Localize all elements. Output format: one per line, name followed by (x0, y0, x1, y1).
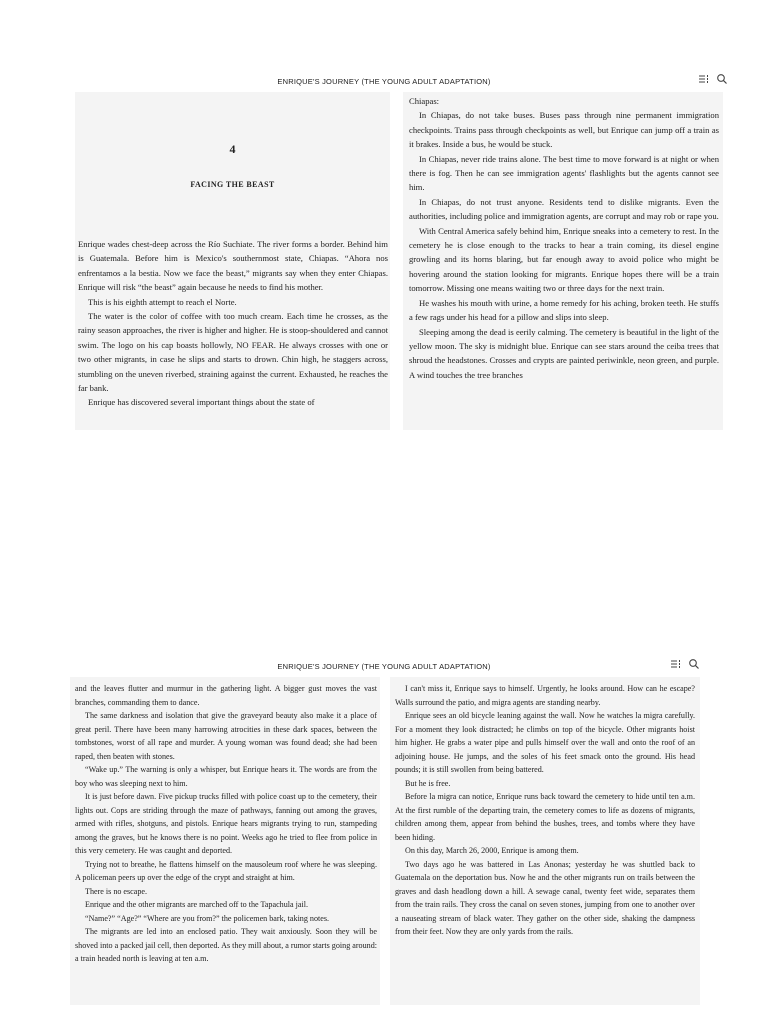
right-page (403, 92, 723, 430)
header-icons (670, 658, 700, 670)
left-page (75, 92, 390, 430)
body-text (75, 682, 377, 966)
paragraph: The same darkness and isolation that give the graveyard beauty also make it a place of great peril. There have been many harrowing atrocities in these dark spaces, between the tombstones, worst of all rape and murder. A young woman was found dead; she had been raped, then beaten with stones. (75, 711, 377, 761)
book-spread-2 (0, 655, 768, 1005)
toc-icon[interactable] (698, 73, 710, 85)
paragraph: Sleeping among the dead is eerily calming. The cemetery is beautiful in the light of the yellow moon. The sky is midnight blue. Enrique can see stars around the ceiba trees that shroud the headstones. Crosses and crypts are painted periwinkle, neon green, and purple. A wind touches the tree branches (409, 326, 719, 380)
paragraph: Trying not to breathe, he flattens himself on the mausoleum roof where he was sleeping. A policeman peers up over the edge of the crypt and straight at him. (75, 859, 377, 882)
paragraph: But he is free. (405, 778, 451, 788)
search-icon[interactable] (688, 658, 700, 670)
paragraph: Enrique wades chest-deep across the Río Suchiate. The river forms a border. Behind him is Guatemala. Before him is Mexico's southernmost state, Chiapas. “Ahora nos enfrentamos a la bestia. Now we face the beast,” migrants say when they enter Chiapas. Enrique will risk “the beast” again because he needs to find his mother. (78, 239, 388, 293)
paragraph: “Name?” “Age?” “Where are you from?” the policemen bark, taking notes. (85, 913, 330, 923)
paragraph: Two days ago he was battered in Las Anonas; yesterday he was shuttled back to Guatemala on the deportation bus. Now he and the other migrants run on trails between the graves and dash headlong down a hill. A sewage canal, twenty feet wide, separates them from the train rails. They cross the canal on seven stones, jumping from one to another over a nauseating stream of black water. They gather on the other side, shaking the dampness from their feet. Now they are only yards from the rails. (395, 859, 695, 936)
paragraph: On this day, March 26, 2000, Enrique is among them. (405, 846, 579, 855)
paragraph: Enrique and the other migrants are marched off to the Tapachula jail. (85, 900, 308, 909)
paragraph: Before la migra can notice, Enrique runs back toward the cemetery to hide until ten a.m. At the first rumble of the departing train, the cemetery comes to life as dozens of migrants, children among them, appear from behind the bushes, trees, and tombs where they have been hiding. (395, 792, 695, 842)
paragraph: In Chiapas, never ride trains alone. The best time to move forward is at night or when there is fog. Then he can see immigration agents' flashlights but the agents cannot see him. (409, 153, 719, 193)
paragraph: In Chiapas, do not take buses. Buses pass through nine permanent immigration checkpoints. Trains pass through checkpoints as well, but Enrique can jump off a train as it brakes. Inside a bus, he would be stuck. (409, 110, 719, 150)
book-title-header: ENRIQUE'S JOURNEY (THE YOUNG ADULT ADAPTATION) (277, 662, 491, 671)
paragraph: In Chiapas, do not trust anyone. Residents tend to dislike migrants. Even the authorities, including police and immigration agents, are corrupt and may rob or rape you. (409, 196, 719, 222)
paragraph: It is just before dawn. Five pickup trucks filled with police coast up to the cemetery, their lights out. Cops are striding through the maze of pathways, fanning out among the graves, armed with rifles, shotguns, and pistols. Enrique hears migrants trying to run, stampeding among the graves, but he knows there is no point. Weeks ago he tried to flee from police in this very cemetery. He was caught and deported. (75, 792, 377, 855)
body-text (395, 682, 695, 939)
search-icon[interactable] (716, 73, 728, 85)
header-icons (698, 73, 728, 85)
page-header (0, 70, 768, 92)
chapter-number: 4 (229, 142, 236, 156)
chapter-title: FACING THE BEAST (190, 180, 275, 189)
paragraph: Chiapas: (409, 96, 440, 106)
paragraph: This is his eighth attempt to reach el Norte. (88, 296, 237, 307)
paragraph: The water is the color of coffee with too much cream. Each time he crosses, as the rainy season approaches, the river is higher and higher. He is stoop-shouldered and cannot swim. The logo on his cap boasts hollowly, NO FEAR. He always crosses with one or two other migrants, in case he slips and starts to drown. Chin high, he staggers across, stumbling on the uneven riverbed, straining against the current. Exhausted, he reaches the far bank. (78, 311, 388, 394)
right-page (390, 677, 700, 1005)
paragraph: The migrants are led into an enclosed patio. They wait anxiously. Soon they will be shoved into a packed jail cell, then deported. As they mill about, a rumor starts going around: a train headed north is leaving at ten a.m. (75, 927, 377, 963)
body-text (78, 237, 388, 410)
left-page (70, 677, 380, 1005)
book-title-header: ENRIQUE'S JOURNEY (THE YOUNG ADULT ADAPTATION) (277, 77, 491, 86)
paragraph: There is no escape. (85, 886, 148, 896)
paragraph: I can't miss it, Enrique says to himself. Urgently, he looks around. How can he escape? Walls surround the patio, and migra agents are standing nearby. (395, 684, 695, 707)
paragraph: He washes his mouth with urine, a home remedy for his aching, broken teeth. He stuffs a few rags under his head for a pillow and slips into sleep. (409, 297, 719, 323)
toc-icon[interactable] (670, 658, 682, 670)
paragraph: Enrique has discovered several important things about the state of (88, 397, 315, 408)
book-spread-1 (0, 70, 768, 430)
paragraph: and the leaves flutter and murmur in the gathering light. A bigger gust moves the vast branches, commanding them to dance. (75, 684, 377, 707)
page-header (0, 655, 768, 677)
paragraph: “Wake up.” The warning is only a whisper, but Enrique hears it. The words are from the boy who was sleeping next to him. (75, 765, 377, 788)
body-text (409, 94, 719, 382)
paragraph: With Central America safely behind him, Enrique sneaks into a cemetery to rest. In the cemetery he is close enough to the tracks to hear a train coming, its diesel engine growling and its horns blaring, but far enough away to avoid police who might be hovering around the station looking for migrants. Enrique hopes there will be a train tomorrow. Missing one means waiting two or three days for the next train. (409, 225, 719, 294)
paragraph: Enrique sees an old bicycle leaning against the wall. Now he watches la migra carefully. For a moment they look distracted; he climbs on top of the bicycle. Other migrants hoist him higher. He grabs a water pipe and pulls himself over the wall and onto the roof of an adjoining house. He jumps, and the soles of his feet smack onto the ground. His head pounds; it is still swollen from being battered. (395, 711, 695, 774)
